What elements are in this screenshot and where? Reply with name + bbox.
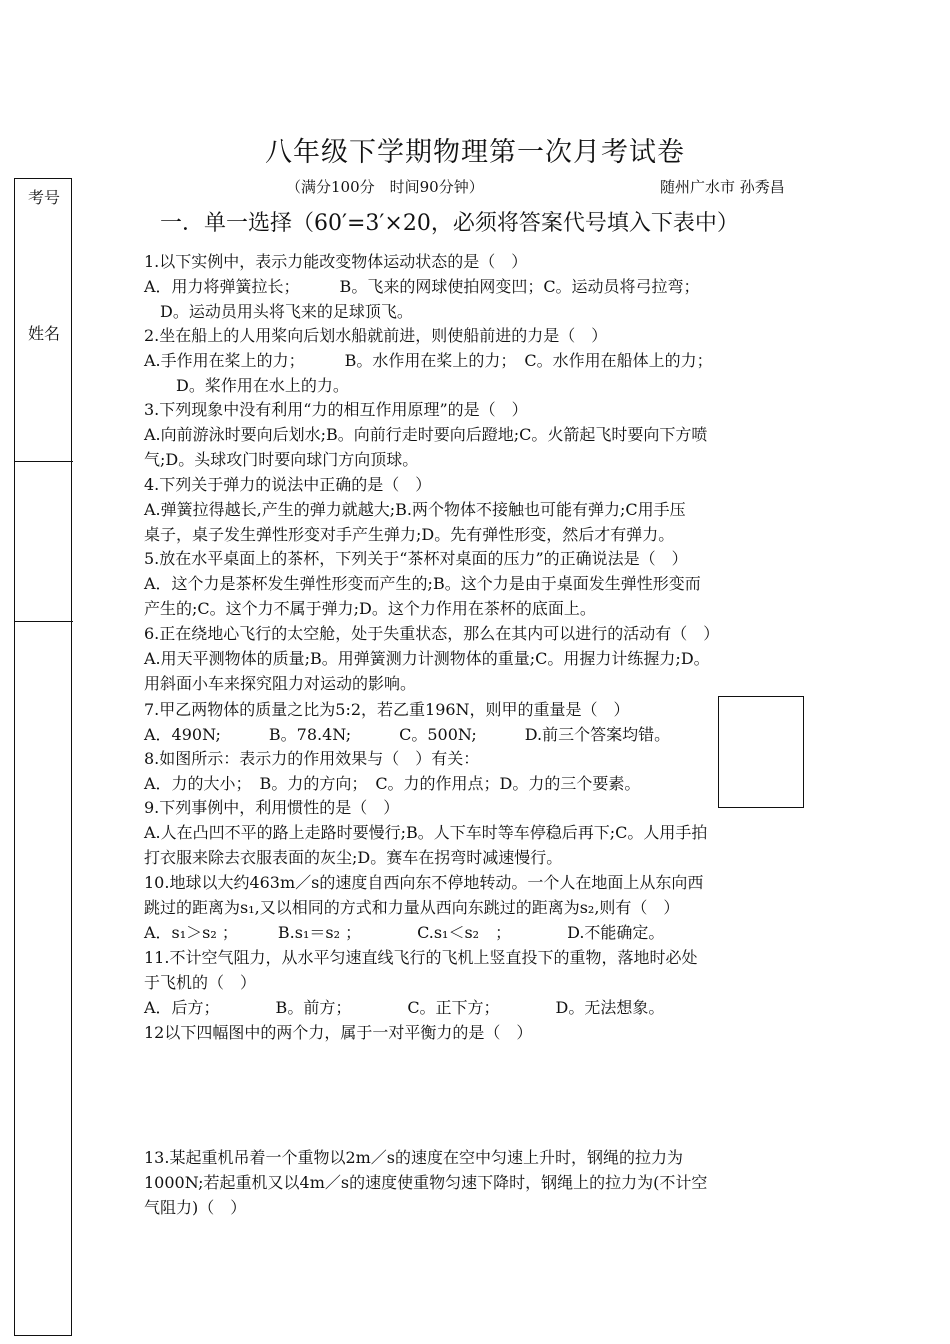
question-line: 4.下列关于弹力的说法中正确的是（ ） [144, 475, 432, 494]
name-label: 姓名 [27, 324, 60, 343]
question-13 [144, 1145, 707, 1220]
exam-subtitle: （满分100分 时间90分钟） [286, 178, 484, 196]
question-line: A．这个力是茶杯发生弹性形变而产生的;B。这个力是由于桌面发生弹性形变而 [144, 574, 701, 593]
sidebar-divider [15, 461, 73, 462]
exam-number-label: 考号 [27, 188, 60, 207]
question-5 [144, 546, 701, 621]
question-line: 1.以下实例中，表示力能改变物体运动状态的是（ ） [144, 252, 528, 271]
question-line: 11.不计空气阻力，从水平匀速直线飞行的飞机上竖直投下的重物，落地时必处 [144, 948, 698, 967]
question-7 [144, 697, 670, 747]
question-line: 10.地球以大约463m／s的速度自西向东不停地转动。一个人在地面上从东向西 [144, 873, 704, 892]
question-line: A．s₁＞s₂ ； B.s₁＝s₂ ； C.s₁＜s₂ ； D.不能确定。 [144, 923, 665, 942]
question-line: 6.正在绕地心飞行的太空舱，处于失重状态，那么在其内可以进行的活动有（ ） [144, 624, 720, 643]
question-line: 桌子，桌子发生弹性形变对手产生弹力;D。先有弹性形变，然后才有弹力。 [144, 525, 675, 544]
question-line: A.弹簧拉得越长,产生的弹力就越大;B.两个物体不接触也可能有弹力;C用手压 [144, 500, 686, 519]
question-line: D。桨作用在水上的力。 [144, 376, 349, 395]
question-line: 用斜面小车来探究阻力对运动的影响。 [144, 674, 417, 693]
question-line: A.手作用在桨上的力； B。水作用在桨上的力； C。水作用在船体上的力； [144, 351, 713, 370]
question-line: A．用力将弹簧拉长； B。飞来的网球使拍网变凹；C。运动员将弓拉弯； [144, 277, 700, 296]
question-line: 5.放在水平桌面上的茶杯，下列关于“茶杯对桌面的压力”的正确说法是（ ） [144, 549, 688, 568]
section-heading: 一．单一选择（60′=3′×20，必须将答案代号填入下表中） [160, 211, 739, 236]
question-line: 9.下列事例中，利用惯性的是（ ） [144, 798, 400, 817]
question-line: 12以下四幅图中的两个力，属于一对平衡力的是（ ） [144, 1023, 533, 1042]
question-4 [144, 472, 686, 547]
question-10 [144, 870, 703, 945]
question-6 [144, 621, 719, 696]
question-line: 产生的;C。这个力不属于弹力;D。这个力作用在茶杯的底面上。 [144, 599, 596, 618]
question-2 [144, 323, 713, 398]
question-12 [144, 1020, 532, 1045]
question-line: 打衣服来除去衣服表面的灰尘;D。赛车在拐弯时减速慢行。 [144, 848, 563, 867]
author-line: 随州广水市 孙秀昌 [660, 178, 785, 196]
page-title: 八年级下学期物理第一次月考试卷 [265, 137, 685, 168]
question-line: A．后方； B。前方； C。正下方； D。无法想象。 [144, 998, 665, 1017]
question-line: 1000N;若起重机又以4m／s的速度使重物匀速下降时，钢绳上的拉力为(不计空 [144, 1173, 708, 1192]
question-line: 8.如图所示：表示力的作用效果与（ ）有关： [144, 749, 480, 768]
question-line: 13.某起重机吊着一个重物以2m／s的速度在空中匀速上升时，钢绳的拉力为 [144, 1148, 684, 1167]
question-line: 跳过的距离为s₁,又以相同的方式和力量从西向东跳过的距离为s₂,则有（ ） [144, 898, 680, 917]
sidebar-student-info [14, 178, 72, 1336]
question-8 [144, 746, 640, 796]
question-line: 2.坐在船上的人用桨向后划水船就前进，则使船前进的力是（ ） [144, 326, 608, 345]
question-line: 气;D。头球攻门时要向球门方向顶球。 [144, 450, 419, 469]
question-9 [144, 795, 707, 870]
question-line: 3.下列现象中没有利用“力的相互作用原理”的是（ ） [144, 400, 528, 419]
figure-placeholder-box [718, 696, 804, 808]
question-3 [144, 397, 707, 472]
question-11 [144, 945, 697, 1020]
question-line: D。运动员用头将飞来的足球顶飞。 [144, 302, 413, 321]
sidebar-divider [15, 621, 73, 622]
question-line: A．490N; B。78.4N; C。500N; D.前三个答案均错。 [144, 725, 671, 744]
question-line: A．力的大小； B。力的方向； C。力的作用点；D。力的三个要素。 [144, 774, 641, 793]
question-line: 7.甲乙两物体的质量之比为5:2，若乙重196N，则甲的重量是（ ） [144, 700, 630, 719]
question-line: A.人在凸凹不平的路上走路时要慢行;B。人下车时等车停稳后再下;C。人用手拍 [144, 823, 708, 842]
question-line: A.用天平测物体的质量;B。用弹簧测力计测物体的重量;C。用握力计练握力;D。 [144, 649, 710, 668]
question-line: 于飞机的（ ） [144, 973, 257, 992]
question-line: A.向前游泳时要向后划水;B。向前行走时要向后蹬地;C。火箭起飞时要向下方喷 [144, 425, 708, 444]
question-1 [144, 249, 700, 324]
question-line: 气阻力)（ ） [144, 1198, 247, 1217]
